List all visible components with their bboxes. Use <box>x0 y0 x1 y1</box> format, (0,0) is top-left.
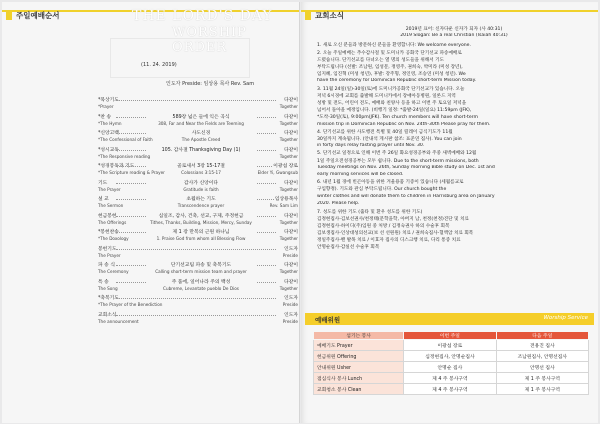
service-table-row <box>314 384 589 395</box>
order-item-korean <box>98 162 298 170</box>
service-role: 예배기도 Prayer <box>314 340 404 351</box>
order-item-title-en: *The Confessional of Faith <box>98 137 153 142</box>
order-item <box>98 294 298 312</box>
news-line: 성방 및 전도, 어린이 전도, 예배와 친양사 등을 하고 이번 주 토요일 저녁을 <box>317 101 467 106</box>
news-line: 6. 내년 1월 경에 빈곤아동을 위한 겨울용품 기증이 있습니다 (세월름교로 <box>317 180 464 186</box>
order-item-leader: 이광섭 장로 <box>273 164 298 169</box>
news-line: 1. 새로 오신 분들과 방문하신 분들을 환영합니다: We welcome everyone. <box>317 43 471 49</box>
decorative-pattern <box>110 38 250 78</box>
slogan-line: 2019 Slogan: Be a real Christian (Isaiah 40:31) <box>400 33 508 39</box>
order-item-leader-en: Preside <box>282 318 298 324</box>
order-item-english <box>98 137 298 144</box>
service-assignee: 심정현집사, 안명순집사 <box>404 351 496 362</box>
order-item-korean <box>98 228 298 236</box>
order-item-title: 설 교 <box>98 197 109 202</box>
order-item-leader-en: Rev. Sam Lim <box>269 203 298 208</box>
order-item <box>98 228 298 246</box>
order-item <box>98 129 298 147</box>
order-item-title: 기도 <box>98 180 108 186</box>
order-item-title: 헌금봉헌 <box>98 213 117 219</box>
order-item-title-en: *Prayer <box>98 104 114 109</box>
service-role: 안내위원 Usher <box>314 362 404 373</box>
order-item-content-en: Cubreme, Levantate pueblo De Dios <box>163 285 239 291</box>
order-item-english <box>98 203 298 210</box>
news-line: winter clothes and will donate them to children in Harrisburg area on January <box>317 193 495 199</box>
order-item-leader: 다같이 <box>284 147 298 153</box>
dotted-leader <box>116 298 276 299</box>
order-item <box>98 179 298 197</box>
order-item-korean <box>98 195 298 203</box>
order-item-title-en: *The Prayer of the Benediction <box>98 302 163 307</box>
dotted-leader <box>116 315 276 316</box>
order-item-content: 골로새서 3장 15-17절 <box>146 162 256 169</box>
slogan-line: 2019년 표어: 신자다운 신자가 되자 (사 40:31) <box>405 27 503 32</box>
order-item-english <box>98 220 298 227</box>
order-item-leader: 다같이 <box>284 180 298 186</box>
order-item-content: 감사가 신앙이다 <box>146 179 256 186</box>
order-item-english <box>98 302 298 309</box>
watermark-lords-day: THE LORD'S DAY <box>132 8 273 24</box>
news-line: 1일 주일오전성경공부는 모두 쉽니다. Due to the short-term missions, both <box>317 158 479 164</box>
order-item-leader: 임상용목사 <box>274 197 298 202</box>
service-assignee: 안명순 집사 <box>404 362 496 373</box>
news-line: Tuesday meetings on Nov. 26th, Sunday morning Bible study on Dec. 1st and <box>317 164 495 170</box>
presider: 인도자 Preside: 임상용 목사 Rev. Sam <box>166 81 255 87</box>
order-item-content: 주 품에, 일어나라 주의 백성 <box>146 278 256 285</box>
order-item-korean <box>98 278 298 286</box>
service-table-row <box>314 373 589 384</box>
section-title-worship-order: 주일예배순서 <box>16 11 60 20</box>
service-role: 점심식사 봉사 Lunch <box>314 373 404 384</box>
order-item-title: *봉헌찬송 <box>98 230 119 235</box>
order-item-korean <box>98 179 298 187</box>
worship-service-table <box>313 331 589 395</box>
news-line: mission trip in Dominican Republic on Nov. 24th-30th Please pray for them. <box>317 121 491 127</box>
order-item-title-en: The Offerings <box>98 219 127 225</box>
order-item-korean <box>98 261 298 269</box>
order-item-title-en: *The Scripture reading & Prayer <box>98 170 165 175</box>
order-item-english <box>98 154 298 161</box>
order-item-leader: 다같이 <box>284 230 298 235</box>
order-item-leader: 인도자 <box>284 246 298 252</box>
order-item-english <box>98 187 298 194</box>
watermark-worship-order: WORSHIP ORDER <box>172 25 247 55</box>
order-item-content-en: Transcendence prayer <box>177 203 225 208</box>
order-item <box>98 261 298 279</box>
order-item-title-en: *The Hymn <box>98 120 122 126</box>
order-item-leader-en: Together <box>279 104 298 109</box>
service-role: 헌금위원 Offering <box>314 351 404 362</box>
prayer-line: 정일주집사-밴 발목 치료 / 이효자 집사의 디스크행 치료, 다리 통증 치료 <box>317 238 461 244</box>
right-header-line <box>301 10 598 22</box>
order-item-title-en: The announcement <box>98 318 139 324</box>
service-table-row <box>314 362 589 373</box>
prayer-line: 김보생집사-인상대성의선교(보 선 선원원) 치료 / 권희숙집사-혈액암 치료 회복 <box>317 231 474 237</box>
order-item-title-en: *The Doxology <box>98 236 129 241</box>
order-item <box>98 146 298 164</box>
order-item-leader-en: Together <box>279 219 298 225</box>
prayer-title: 7. 성도를 위한 기도 (출타 및 환우 성도를 위한 기도) <box>317 210 423 215</box>
service-assignee: 조남원집사, 안명선집사 <box>496 351 588 362</box>
news-line: 저녁 6시경에 교회를 출발해 도미니카에서 장애아동병원, 일론드 지역 <box>317 93 456 99</box>
order-item-korean <box>98 311 298 319</box>
news-line: 2. 오늘 주일예배는 추수감사절 및 도미니카 공화국 단기선교 파송예배로 <box>317 50 462 56</box>
service-assignee: 제 4 주 봉사구역 <box>404 373 496 384</box>
news-line: 30일까지 계속됩니다. (안내석 게시판 참조: 표준연 집사). You can join <box>317 137 462 142</box>
order-item-leader: 다같이 <box>284 114 298 120</box>
order-item-english <box>98 236 298 243</box>
order-item-content: 초월하는 기도 <box>146 195 256 202</box>
order-item-leader-en: Preside <box>282 302 298 307</box>
order-item-english <box>98 170 298 177</box>
news-line: 드렸습니다. 단기선교를 다녀오는 열 명의 성도들을 위해서 기도 <box>317 57 445 63</box>
order-item-english <box>98 286 298 293</box>
order-item-leader: 다같이 <box>284 98 298 103</box>
order-item <box>98 162 298 180</box>
right-page <box>301 2 598 423</box>
order-item-leader-en: Together <box>279 269 298 274</box>
order-item <box>98 195 298 213</box>
order-item-leader-en: Together <box>279 120 298 126</box>
news-line: in forty days relay fasting prayer until Nov. 30. <box>317 143 425 149</box>
order-item <box>98 245 298 263</box>
order-item-title: 특 송 <box>98 279 109 285</box>
order-item-leader: 다같이 <box>284 131 298 136</box>
worship-service-title: 예배위원 <box>315 316 341 324</box>
order-item-title-en: *The Responsive reading <box>98 153 151 159</box>
dotted-leader <box>116 100 276 101</box>
order-item-content: 제 1 장 만복의 근원 하나님 <box>146 228 256 235</box>
order-item-korean <box>98 129 298 137</box>
order-item-title: *신앙고백 <box>98 131 119 136</box>
order-item-korean <box>98 113 298 121</box>
order-item-title: *성시교독 <box>98 147 119 153</box>
news-line: 5. 단기선교 일정으로 인해 이번 주 26일 화요성경공부와 주중 새벽예배와 12월 <box>317 151 477 157</box>
order-item-content-en: 1. Praise God from whom all Blessing Flow <box>156 236 246 241</box>
order-item-leader-en: Together <box>279 285 298 291</box>
service-table-row <box>314 351 589 362</box>
order-item-title: 봉헌기도 <box>98 246 117 252</box>
order-item-title: 파 송 식 <box>98 263 115 268</box>
service-assignee: 제 1 주 봉사구역 <box>496 373 588 384</box>
order-item-leader-en: Preside <box>282 252 298 258</box>
order-item-content-en: The Apostle Creed <box>181 137 221 142</box>
prayer-line: 안명순집사-감실선 수술후 회복 <box>317 245 380 251</box>
bulletin-spread <box>2 2 598 423</box>
order-item-content: 589장 넓은 들에 익은 곡식 <box>146 113 256 120</box>
service-assignee: 전용진 집사 <box>496 340 588 351</box>
order-item <box>98 96 298 114</box>
order-item-leader: 다같이 <box>284 279 298 285</box>
order-item-title-en: The Sermon <box>98 203 124 208</box>
order-item-korean <box>98 294 298 302</box>
order-item-leader-en: Together <box>279 153 298 159</box>
order-item-content: 105. 감사절 Thanksgiving Day (1) <box>146 146 256 153</box>
order-item-title-en: The Prayer <box>98 252 121 258</box>
order-item-content: 사도신경 <box>146 129 256 136</box>
order-item-content-en: Tithes, Thanks, Building, Mission, Mercy, Sunday <box>150 219 252 225</box>
order-item <box>98 113 298 131</box>
section-marker-icon <box>305 11 311 20</box>
order-item-content: 십일조, 감사, 건축, 선교, 구제, 주정헌금 <box>146 212 256 219</box>
service-assignee: 안명선 집사 <box>496 362 588 373</box>
order-item-title: *찬 송 <box>98 114 112 120</box>
service-role: 교회청소 봉사 Clean <box>314 384 404 395</box>
service-table-row <box>314 340 589 351</box>
order-item-english <box>98 121 298 128</box>
worship-date: (11. 24. 2019) <box>141 62 177 68</box>
order-item-title-en: The Ceremony <box>98 269 129 274</box>
news-line: 임지혜, 임진혁 (미성 청년), 후발: 강주형, 정인영, 조승연 (미성 청년). We <box>317 72 466 78</box>
service-assignee: 이광섭 장로 <box>404 340 496 351</box>
order-item-title: 교회소식 <box>98 312 117 318</box>
order-item <box>98 212 298 230</box>
order-item-leader: 인도자 <box>284 312 298 318</box>
order-item-title: *묵상기도 <box>98 98 119 103</box>
news-line: early morning services will be closed. <box>317 172 404 177</box>
order-item <box>98 311 298 329</box>
left-page <box>2 2 300 423</box>
service-table-header: 섬기는 봉사 <box>314 332 404 340</box>
order-item-korean <box>98 146 298 154</box>
news-line: *도착-30일(토), 9:00pm(JFK). Ten church members will have short-term <box>317 115 478 121</box>
order-item-title: *축복기도 <box>98 296 119 301</box>
order-item-leader: 다같이 <box>284 263 298 268</box>
order-item-english <box>98 104 298 111</box>
order-item-korean <box>98 245 298 253</box>
service-assignee: 제 1 주 봉사구역 <box>496 384 588 395</box>
order-item-content-en: 308, Far and Near the Fields are Teeming <box>158 120 244 126</box>
news-line: 구입향정). 기도와 관심 부탁드립니다. Our church bought the <box>317 187 447 193</box>
order-item-content-en: Gratitude is faith <box>183 186 219 192</box>
order-item-leader: 인도자 <box>284 296 298 301</box>
order-item-title: *성경봉독과 기도 <box>98 164 135 169</box>
order-item-leader-en: Together <box>279 236 298 241</box>
worship-service-title-en: Worship Service <box>543 315 588 321</box>
order-item-korean <box>98 96 298 104</box>
order-item <box>98 278 298 296</box>
order-item-leader-en: Elder Yi, Gwangsub <box>257 170 298 175</box>
service-table-header: 다음 주일 <box>496 332 588 340</box>
order-item-leader-en: Together <box>279 186 298 192</box>
order-item-leader: 다같이 <box>284 213 298 219</box>
news-line: have the ceremony for Dominican Republic short-term Mission today. <box>317 78 477 84</box>
dotted-leader <box>116 249 276 250</box>
order-item-title-en: The Song <box>98 285 118 291</box>
section-marker-icon <box>6 11 12 20</box>
news-line: 3. 11월 24일(일)-30일(토)에 도미니카공화국 단기선교가 있습니다. 오늘 <box>317 86 465 92</box>
order-item-title-en: The Prayer <box>98 186 121 192</box>
order-item-content-en: Calling short-term mission team and prayer <box>155 269 247 274</box>
prayer-line: 김정현집사-하이디(주)입원 중 처방 / 김정숙권사 하의 수술후 회복 <box>317 224 450 230</box>
section-title-church-news: 교회소식 <box>315 11 344 20</box>
news-line: 4. 단기선교를 위한 사도행전 특별 및 40일 릴레이 금식기도가 11월 <box>317 129 453 135</box>
order-item-korean <box>98 212 298 220</box>
news-line: 부탁드립니다 (선발: 조남원, 임성문, 정영주, 권희숙, 박미라 (미성 장년), <box>317 65 463 70</box>
service-assignee: 제 4 주 봉사구역 <box>404 384 496 395</box>
service-table-header: 이번 주일 <box>404 332 496 340</box>
order-item-english <box>98 253 298 260</box>
news-line: 넘어서 돌아올 예정입니다. (비행기 일정: *출발-24일(일요) 11:59pm (JFK), <box>317 108 472 114</box>
order-item-content: 단기선교팀 파송 및 축복기도 <box>146 261 256 268</box>
worship-service-panel <box>305 313 594 423</box>
news-line: 2020. Please help. <box>317 200 360 206</box>
order-item-content-en: Colossians 3:15-17 <box>181 170 221 175</box>
order-item-english <box>98 319 298 326</box>
order-item-leader-en: Together <box>279 137 298 142</box>
order-item-english <box>98 269 298 276</box>
prayer-line: 김정현집사-김보선권사/천정태(문학을학, 아버지 남, 천정(천정)진단 및 치료 <box>317 217 469 223</box>
